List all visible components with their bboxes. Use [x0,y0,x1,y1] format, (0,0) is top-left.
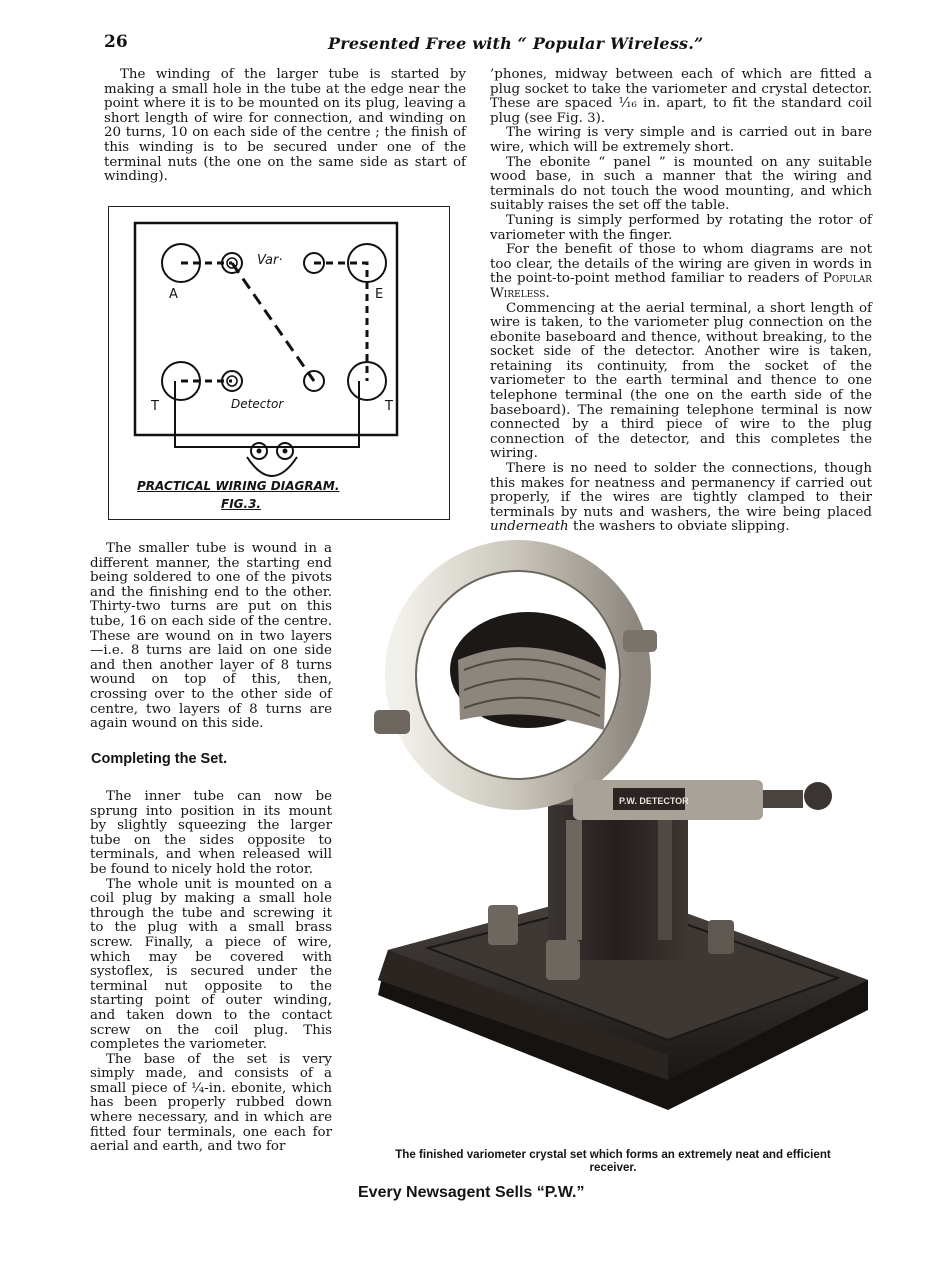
paragraph-commencing: Commencing at the aerial terminal, a short length of wire is taken, to the variometer plug connection on the ebonite baseboard and thence, without breaking, to the socket side of the detector. Another wire is taken, retaining its continuity, from the socket of the variometer to the earth terminal and thence to one telephone terminal (the one on the earth side of the baseboard). The remaining telephone terminal is now connected by a third piece of wire to the plug connection of the detector, and this completes the wiring. [490,300,872,462]
label-detector: Detector [231,397,284,411]
wire-var-detector [232,263,314,381]
paragraph-smaller-tube: The smaller tube is wound in a different manner, the starting end being soldered to one of the pivots and the finishing end to the other. Thirty-two turns are put on this tube, 16 on each side of the centre. These are wound on in two layers—i.e. 8 turns are laid on one side and then another layer of 8 turns wound on top of this, then, crossing over to the other side of centre, two layers of 8 turns are again wound on this side. [90,541,332,732]
photo-caption: The finished variometer crystal set which forms an extremely neat and efficient receiver. [395,1148,831,1174]
phone-plug-loop [247,457,297,476]
paragraph-panel: The ebonite “ panel ” is mounted on any suitable wood base, in such a manner that the wiring and terminals do not touch the wood mounting, and which suitably raises the set off the table. [490,154,872,214]
label-t-left: T [151,399,159,414]
page-number: 26 [104,32,128,52]
left-column-mid [90,542,332,732]
solder-text-1: There is no need to solder the connections, though this makes for neatness and permanency if carried out properly, if the wires are tightly clamped to their terminals by nuts and washers, the wire being placed [490,461,872,520]
paragraph-base: The base of the set is very simply made, and consists of a small piece of ¼-in. ebonite, which has been properly rubbed down where necessary, and in which are fitted four terminals, one each for aerial and earth, and two for [90,1051,332,1155]
label-var: Var· [257,253,283,268]
label-e: E [375,287,384,302]
wire-phones [175,381,359,447]
solder-text-2: the washers to obviate slipping. [572,519,790,535]
wiring-diagram [108,206,450,520]
paragraph-tuning: Tuning is simply performed by rotating the rotor of variometer with the finger. [490,212,872,243]
pivot-knob-left [374,710,410,734]
popular-wireless-name: Popular Wireless. [490,271,872,301]
paragraph-solder [490,462,872,535]
detector-label: P.W. DETECTOR [619,796,689,806]
figure-number: FIG.3. [221,497,261,511]
diagram-caption: PRACTICAL WIRING DIAGRAM. [137,479,340,493]
left-column-top [104,68,466,185]
footer-slogan: Every Newsagent Sells “P.W.” [358,1184,585,1201]
solder-emphasis: underneath [490,519,569,535]
detector-arm [763,790,803,808]
paragraph-whole-unit: The whole unit is mounted on a coil plug by making a small hole through the tube and screwing it to the plug with a small brass screw. Finally, a piece of wire, which may be covered with systoflex, is secured under the terminal nut opposite to the starting point of outer winding, and taken down to the contact screw on the coil plug. This completes the variometer. [90,876,332,1053]
pivot-knob-right [623,630,657,652]
right-column [490,68,872,535]
paragraph-wiring: The wiring is very simple and is carried out in bare wire, which will be extremely short. [490,125,872,155]
detector-knob [804,782,832,810]
paragraph-winding: The winding of the larger tube is started by making a small hole in the tube at the edge near the point where it is to be mounted on its plug, leaving a short length of wire for connection, and winding on 20 turns, 10 on each side of the centre ; the finish of this winding is to be secured under one of the terminal nuts (the one on the same side as start of winding). [104,67,466,185]
paragraph-inner-tube: The inner tube can now be sprung into position in its mount by slightly squeezing the larger tube on the sides opposite to terminals, and when released will be found to nicely hold the rotor. [90,789,332,877]
paragraph-phones: ’phones, midway between each of which are fitted a plug socket to take the variometer and crystal detector. These are spaced ¹⁄₁₆ in. apart, to fit the standard coil plug (see Fig. 3). [490,67,872,126]
left-column-low [90,790,332,1155]
photo-svg [368,540,868,1140]
paragraph-benefit [490,243,872,301]
running-head: Presented Free with “ Popular Wireless.” [328,34,704,53]
terminal-front-center [546,940,580,980]
terminal-right [708,920,734,954]
set-photograph [368,540,868,1140]
label-a: A [169,287,178,302]
terminal-front-left [488,905,518,945]
benefit-text: For the benefit of those to whom diagrams are not too clear, the details of the wiring are given in words in the point-to-point method familiar to readers of [490,242,872,287]
label-t-right: T [385,399,393,414]
subheading-completing: Completing the Set. [91,751,228,767]
